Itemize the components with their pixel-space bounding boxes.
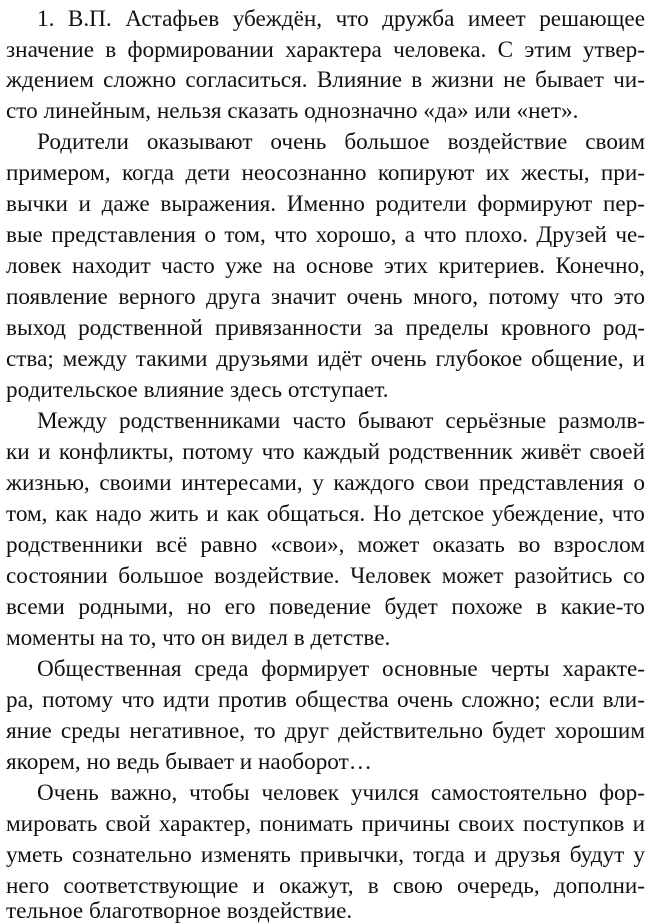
word: появление xyxy=(6,284,108,310)
word: потому xyxy=(42,687,114,713)
word: уже xyxy=(225,253,263,279)
word: Астафьев xyxy=(125,6,220,32)
word: интересами, xyxy=(181,470,303,496)
text-line xyxy=(6,313,645,343)
word: соответствующие xyxy=(63,873,239,899)
word: что xyxy=(121,687,155,713)
word: общаться. xyxy=(266,501,366,527)
word: че- xyxy=(615,222,645,248)
word: родственниками xyxy=(118,408,281,434)
word: взрослом xyxy=(553,532,645,558)
word: его xyxy=(224,594,256,620)
word: окажут, xyxy=(278,873,354,899)
word: будет xyxy=(384,594,438,620)
text-line xyxy=(6,468,645,498)
word: состоянии xyxy=(6,563,108,589)
word: основные xyxy=(382,656,478,682)
text-line xyxy=(37,406,645,436)
word: род- xyxy=(602,315,645,341)
word: этих xyxy=(383,253,428,279)
word: часто xyxy=(292,408,346,434)
word: за xyxy=(373,315,394,341)
text-line xyxy=(6,716,645,746)
text-line xyxy=(37,127,645,157)
word: вые xyxy=(6,222,43,248)
text-line: тельное благотворное воздействие. xyxy=(6,898,353,924)
word: характе- xyxy=(562,656,645,682)
word: между xyxy=(62,346,128,372)
word: оказывают xyxy=(146,129,253,155)
word: в xyxy=(105,37,117,63)
word: жизни xyxy=(431,67,494,93)
word: поведение xyxy=(268,594,371,620)
text-line xyxy=(6,840,645,870)
word: Родители xyxy=(37,129,129,155)
word: такими xyxy=(135,346,208,372)
word: том, xyxy=(224,222,266,248)
text-line xyxy=(6,344,645,374)
word: в xyxy=(367,873,379,899)
word: хорошим xyxy=(554,718,645,744)
word: формировании xyxy=(127,37,274,63)
word: своей xyxy=(589,439,645,465)
word: дружба xyxy=(382,6,455,32)
word: а xyxy=(404,222,416,248)
word: глубокое xyxy=(435,346,523,372)
word: надо xyxy=(95,501,142,527)
word: и xyxy=(252,873,265,899)
word: копируют xyxy=(377,160,475,186)
word: 1. xyxy=(37,6,55,32)
text-line xyxy=(6,592,645,622)
word: в xyxy=(536,594,548,620)
text-line xyxy=(6,499,645,529)
text-line xyxy=(6,251,645,281)
word: ловек xyxy=(6,253,62,279)
word: разойтись xyxy=(514,563,613,589)
word: решающее xyxy=(539,6,645,32)
word: человека. xyxy=(393,37,487,63)
word: имеет xyxy=(467,6,526,32)
word: как xyxy=(55,501,88,527)
word: Именно xyxy=(286,191,365,217)
word: самостоятельно xyxy=(430,780,588,806)
word: во xyxy=(517,532,541,558)
word: большое xyxy=(344,129,430,155)
word: это xyxy=(613,284,645,310)
text-line xyxy=(6,189,645,219)
word: чтобы xyxy=(189,780,250,806)
word: представления xyxy=(51,222,196,248)
word: ки xyxy=(6,439,30,465)
text-line: моменты на то, что он видел в детстве. xyxy=(6,625,391,651)
word: очень xyxy=(370,346,427,372)
word: фор- xyxy=(599,780,645,806)
word: потому xyxy=(488,284,560,310)
word: что xyxy=(423,222,457,248)
word: свой xyxy=(105,811,151,837)
word: что xyxy=(611,501,645,527)
word: то xyxy=(254,718,276,744)
word: формируют xyxy=(477,191,593,217)
word: яние xyxy=(6,718,52,744)
word: даже xyxy=(101,191,150,217)
word: выражения. xyxy=(160,191,277,217)
word: Человек xyxy=(350,563,432,589)
word: действительно xyxy=(338,718,483,744)
word: негативное, xyxy=(129,718,246,744)
word: Конечно, xyxy=(555,253,645,279)
text-line xyxy=(6,220,645,250)
word: родственники xyxy=(6,532,143,558)
word: вли- xyxy=(602,687,645,713)
word: ра, xyxy=(6,687,34,713)
word: согласиться. xyxy=(185,67,308,93)
word: значение xyxy=(6,37,94,63)
word: своих xyxy=(458,811,515,837)
word: каждый xyxy=(303,439,381,465)
word: изменять xyxy=(200,842,291,868)
word: родственной xyxy=(78,315,203,341)
word: Влияние xyxy=(316,67,403,93)
word: привычки, xyxy=(299,842,404,868)
word: как xyxy=(226,501,259,527)
word: бывает xyxy=(535,67,604,93)
word: и xyxy=(632,811,645,837)
word: что xyxy=(335,6,369,32)
word: воздействие. xyxy=(214,563,340,589)
word: пер- xyxy=(602,191,645,217)
word: похоже xyxy=(451,594,523,620)
word: Друзей xyxy=(536,222,607,248)
word: человек xyxy=(261,780,339,806)
word: поступков xyxy=(522,811,625,837)
word: причины xyxy=(361,811,450,837)
word: если xyxy=(549,687,595,713)
word: очень xyxy=(270,129,327,155)
text-line xyxy=(37,654,645,684)
word: жить xyxy=(149,501,199,527)
word: вычки xyxy=(6,191,68,217)
word: у xyxy=(633,842,645,868)
word: черты xyxy=(490,656,550,682)
word: друзьями xyxy=(216,346,309,372)
word: свои xyxy=(424,470,470,496)
word: очередь, xyxy=(456,873,540,899)
text-line: якорем, но ведь бывает и наоборот… xyxy=(6,749,372,775)
word: выход xyxy=(6,315,66,341)
word: убеждён, xyxy=(232,6,323,32)
text-line xyxy=(6,871,645,901)
word: находит xyxy=(71,253,151,279)
text-line: родительское влияние здесь отступает. xyxy=(6,377,389,403)
word: родители xyxy=(375,191,467,217)
word: дополни- xyxy=(553,873,645,899)
word: Но xyxy=(372,501,402,527)
text-line xyxy=(6,65,645,95)
word: сложно xyxy=(103,67,177,93)
word: друзья xyxy=(495,842,561,868)
word: своим xyxy=(585,129,645,155)
word: размолв- xyxy=(558,408,645,434)
word: равно xyxy=(200,532,258,558)
word: привязанности xyxy=(214,315,362,341)
word: том, xyxy=(6,501,48,527)
word: критериев. xyxy=(438,253,546,279)
word: В.П. xyxy=(67,6,112,32)
word: этим xyxy=(524,37,572,63)
word: уметь xyxy=(6,842,63,868)
word: и xyxy=(78,191,91,217)
word: потому xyxy=(182,439,254,465)
word: будет xyxy=(492,718,546,744)
word: но xyxy=(187,594,212,620)
word: важно, xyxy=(110,780,178,806)
word: может xyxy=(357,532,420,558)
word: жесты, xyxy=(521,160,590,186)
word: основе xyxy=(305,253,374,279)
word: общение, xyxy=(531,346,624,372)
word: неосознанно xyxy=(241,160,367,186)
word: большое xyxy=(118,563,204,589)
word: детское xyxy=(409,501,485,527)
word: него xyxy=(6,873,50,899)
word: плохо. xyxy=(464,222,528,248)
word: каждого xyxy=(333,470,415,496)
word: верного xyxy=(118,284,196,310)
word: о xyxy=(204,222,216,248)
word: учился xyxy=(350,780,420,806)
word: и xyxy=(474,842,487,868)
word: живёт xyxy=(521,439,581,465)
word: и xyxy=(38,439,51,465)
word: при- xyxy=(600,160,645,186)
word: значит xyxy=(271,284,337,310)
text-line xyxy=(6,437,645,467)
word: жизнью, xyxy=(6,470,90,496)
word: может xyxy=(441,563,504,589)
word: сознательно xyxy=(72,842,192,868)
word: много, xyxy=(413,284,479,310)
word: будут xyxy=(569,842,625,868)
word: Очень xyxy=(37,780,99,806)
word: воздействие xyxy=(447,129,568,155)
word: друга xyxy=(206,284,261,310)
text-line xyxy=(6,282,645,312)
word: конфликты, xyxy=(58,439,174,465)
text-line xyxy=(6,530,645,560)
word: что xyxy=(274,222,308,248)
word: родственник xyxy=(388,439,513,465)
word: что xyxy=(261,439,295,465)
word: примером, xyxy=(6,160,111,186)
word: среды xyxy=(60,718,121,744)
word: свою xyxy=(392,873,443,899)
word: тогда xyxy=(413,842,465,868)
word: всё xyxy=(155,532,188,558)
text-line xyxy=(6,35,645,65)
word: против xyxy=(217,687,287,713)
text-line xyxy=(37,4,645,34)
text-line: сто линейным, нельзя сказать однозначно «да» или «нет». xyxy=(6,98,579,124)
word: у xyxy=(312,470,324,496)
word: и xyxy=(206,501,219,527)
word: всеми xyxy=(6,594,65,620)
word: понимать xyxy=(259,811,354,837)
word: дети xyxy=(185,160,231,186)
word: идёт xyxy=(317,346,362,372)
word: общества xyxy=(295,687,389,713)
word: С xyxy=(497,37,514,63)
word: бывают xyxy=(357,408,434,434)
word: их xyxy=(485,160,510,186)
word: пределы xyxy=(405,315,489,341)
word: характера xyxy=(285,37,382,63)
word: что xyxy=(569,284,604,310)
text-line xyxy=(6,685,645,715)
word: Общественная xyxy=(37,656,182,682)
word: очень xyxy=(346,284,403,310)
word: идти xyxy=(162,687,210,713)
word: не xyxy=(503,67,526,93)
word: Между xyxy=(37,408,108,434)
word: кровного xyxy=(500,315,591,341)
word: в xyxy=(411,67,423,93)
word: ства; xyxy=(6,346,54,372)
word: «свои», xyxy=(270,532,345,558)
word: формирует xyxy=(261,656,370,682)
word: серьёзные xyxy=(445,408,547,434)
text-line xyxy=(6,158,645,188)
text-line xyxy=(6,561,645,591)
word: хорошо, xyxy=(315,222,397,248)
text-line xyxy=(6,809,645,839)
word: друг xyxy=(284,718,329,744)
word: очень xyxy=(397,687,453,713)
word: среда xyxy=(194,656,249,682)
word: характер, xyxy=(158,811,252,837)
text-line xyxy=(37,778,645,808)
word: часто xyxy=(161,253,215,279)
word: сложно; xyxy=(461,687,541,713)
word: родными, xyxy=(78,594,174,620)
word: и xyxy=(632,346,645,372)
word: утвер- xyxy=(582,37,645,63)
word: мировать xyxy=(6,811,98,837)
word: когда xyxy=(121,160,175,186)
word: какие-то xyxy=(560,594,645,620)
word: на xyxy=(272,253,296,279)
word: о xyxy=(633,470,645,496)
word: представления xyxy=(478,470,624,496)
word: со xyxy=(623,563,645,589)
word: чи- xyxy=(613,67,645,93)
word: ждением xyxy=(6,67,94,93)
word: оказать xyxy=(432,532,505,558)
word: своими xyxy=(99,470,172,496)
word: убеждение, xyxy=(491,501,605,527)
